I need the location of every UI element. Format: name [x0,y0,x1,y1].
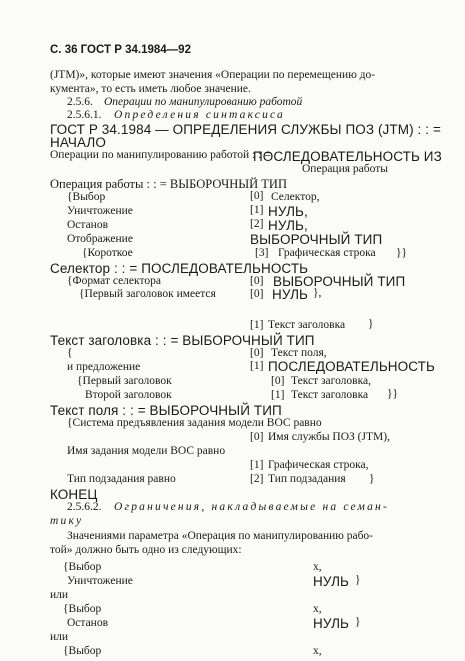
field-name: { [67,347,73,359]
section-number: 2.5.6.2. [67,501,102,513]
field-value: Текст заголовка [291,389,369,401]
selector-label: Селектор : : = ПОСЛЕДОВАТЕЛЬНОСТЬ [50,261,309,276]
field-tag: [1] [271,389,285,401]
field-value: Графическая строка [278,247,376,259]
field-tag: [1] [250,360,264,372]
opwork-label: Операция работы : : = ВЫБОРОЧНЫЙ ТИП [50,177,287,191]
field-value: Тип подзадания [268,473,346,485]
or-separator: или [50,631,69,643]
field-tag: [0] [250,347,264,359]
closing-brace: } [368,318,374,330]
field-value: ПОСЛЕДОВАТЕЛЬНОСТЬ [268,359,435,374]
list-item: Останов [67,617,109,629]
field-value: НУЛЬ, [268,204,308,219]
field-value: ВЫБОРОЧНЫЙ ТИП [250,232,383,247]
field-value: Графическая строка, [268,459,369,471]
paragraph-line: Значениями параметра «Операция по манипулированию рабо- [67,530,374,542]
field-value: НУЛЬ [272,287,308,302]
field-name: {Первый заголовок имеется [79,288,216,300]
closing-brace: } [355,616,361,628]
section-title-continued: тику [50,515,84,527]
section-number: 2.5.6. [67,96,93,108]
field-text-label: Текст поля : : = ВЫБОРОЧНЫЙ ТИП [50,403,282,418]
field-tag: [0] [250,190,264,202]
field-name: Уничтожение [67,205,133,217]
section-title: Определения синтаксиса [114,109,285,121]
list-item: {Выбор [63,645,102,657]
list-item: {Выбор [63,603,102,615]
or-separator: или [50,589,69,601]
list-item-value: x, [313,645,322,657]
field-tag: [1] [250,459,264,471]
list-item-value: НУЛЬ [313,616,349,631]
ops-type: ПОСЛЕДОВАТЕЛЬНОСТЬ ИЗ [253,149,442,164]
field-value: Текст поля, [271,347,327,359]
field-value: Текст заголовка, [291,375,371,387]
list-item-value: x, [313,603,322,615]
field-name: и предложение [67,361,141,373]
section-title: Операции по манипулированию работой [104,96,303,108]
field-tag: [0] [250,288,264,300]
paragraph-line: кумента», тo есть иметь любое значение. [50,83,251,95]
closing-brace: } [369,473,375,485]
ops-of: Операция работы [302,163,388,175]
paragraph-line: той» должно быть одно из следующих: [50,544,242,556]
field-name: {Выбор [67,191,106,203]
field-name: {Первый заголовок [77,375,172,387]
field-name: Отображение [67,233,133,245]
header-text-label: Текст заголовка : : = ВЫБОРОЧНЫЙ ТИП [50,333,315,348]
end-keyword: КОНЕЦ [50,487,98,502]
field-name: Останов [67,219,109,231]
field-tag: [1] [250,319,264,331]
closing-brace: } [355,574,361,586]
field-name: Второй заголовок [85,389,172,401]
field-name: {Короткое [82,247,133,259]
closing-brace: }, [313,287,322,299]
field-value: ВЫБОРОЧНЫЙ ТИП [273,274,406,289]
field-tag: [1] [250,204,264,216]
field-tag: [3] [255,247,269,259]
closing-brace: }} [396,247,408,259]
page-header: С. 36 ГОСТ Р 34.1984—92 [50,44,191,56]
field-name: {Формат селектора [67,275,161,287]
field-tag: [0] [250,275,264,287]
field-name: Имя задания модели ВОС равно [67,445,226,457]
list-item-value: x, [313,561,322,573]
field-value: Имя службы ПОЗ (JTM), [268,431,390,443]
paragraph-line: (JTM)», которые имеют значения «Операции по перемещению до- [50,69,376,81]
field-value: НУЛЬ, [268,218,308,233]
section-number: 2.5.6.1. [67,109,102,121]
field-tag: [0] [250,431,264,443]
field-tag: [2] [250,473,264,485]
list-item-value: НУЛЬ [313,574,349,589]
field-name: {Система предъявления задания модели ВОС равно [67,417,322,429]
section-title: Ограничения, накладываемые на семан- [114,501,389,513]
begin-keyword: НАЧАЛО [50,135,106,150]
field-value: Селектор, [271,191,320,203]
list-item: Уничтожение [67,575,133,587]
list-item: {Выбор [63,561,102,573]
closing-brace: }} [387,388,399,400]
field-tag: [2] [250,218,264,230]
field-value: Текст заголовка [268,319,346,331]
ops-label: Операции по манипулированию работой : : = [50,149,271,161]
field-tag: [0] [271,375,285,387]
field-name: Тип подзадания равно [67,473,176,485]
definition-line: ГОСТ Р 34.1984 — ОПРЕДЕЛЕНИЯ СЛУЖБЫ ПОЗ (JTM) : : = [50,122,441,137]
